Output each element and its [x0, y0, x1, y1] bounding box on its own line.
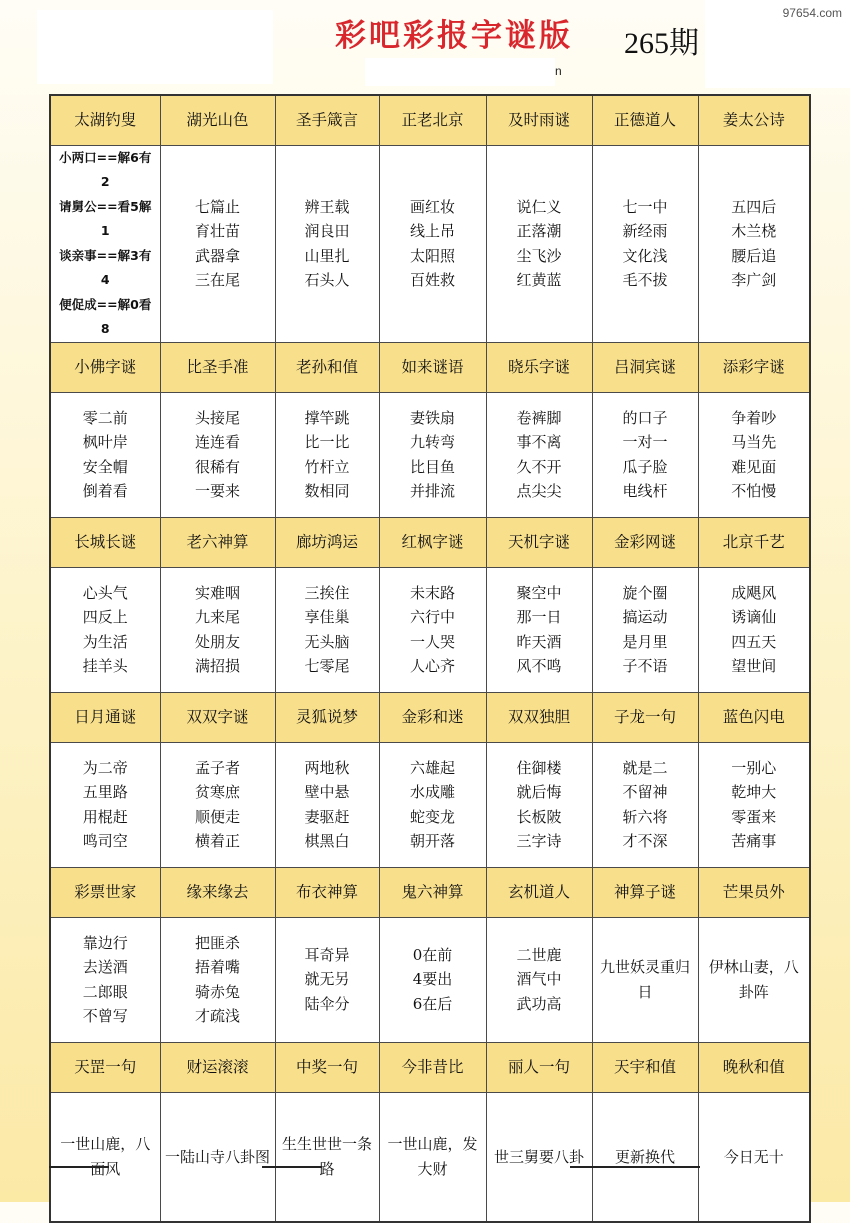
- riddle-line: 七一中: [622, 197, 668, 216]
- riddle-cell: [486, 1092, 592, 1222]
- riddle-line: 人心齐: [409, 657, 455, 675]
- riddle-line: 旋个圈: [622, 583, 668, 602]
- site-watermark: 97654.com: [782, 6, 842, 20]
- riddle-line: 用棍赶: [82, 807, 128, 826]
- riddle-line: 点尖尖: [516, 482, 562, 500]
- riddle-line: 五四后: [731, 197, 777, 216]
- riddle-cell: [160, 917, 275, 1042]
- riddle-cell: [275, 1092, 379, 1222]
- riddle-line: 未末路: [409, 583, 455, 602]
- riddle-line: 聚空中: [516, 583, 562, 602]
- riddle-grid: [49, 94, 811, 1223]
- riddle-line: 尘飞沙: [516, 246, 562, 265]
- riddle-line: 朝开落: [409, 832, 455, 850]
- riddle-line: 红黄蓝: [516, 271, 562, 289]
- source-name-cell: 圣手箴言: [275, 95, 379, 145]
- riddle-line: 一别心: [731, 758, 777, 777]
- riddle-cell: [486, 145, 592, 342]
- source-name-cell: 红枫字谜: [379, 517, 486, 567]
- riddle-cell: [275, 145, 379, 342]
- riddle-line: 毛不拔: [622, 271, 668, 289]
- riddle-cell: [379, 567, 486, 692]
- riddle-line: 才不深: [622, 832, 668, 850]
- riddle-line: 搞运动: [622, 608, 668, 626]
- riddle-cell: [379, 917, 486, 1042]
- source-name-cell: 晚秋和值: [698, 1042, 810, 1092]
- source-name-cell: 及时雨谜: [486, 95, 592, 145]
- riddle-line: 李广剑: [731, 271, 777, 289]
- riddle-line: 横着正: [194, 832, 240, 850]
- issue-number: 265期: [624, 27, 699, 60]
- riddle-line: 长板陂: [516, 807, 562, 826]
- source-name-cell: 双双独胆: [486, 692, 592, 742]
- riddle-line: 武器拿: [194, 246, 240, 265]
- riddle-line: 六行中: [409, 608, 455, 626]
- riddle-line: 很稀有: [194, 457, 240, 476]
- riddle-line: 棋黑白: [304, 832, 350, 850]
- riddle-cell: [592, 392, 698, 517]
- source-name-cell: 双双字谜: [160, 692, 275, 742]
- riddle-cell: [486, 742, 592, 867]
- riddle-line: 陆伞分: [304, 994, 350, 1013]
- riddle-line: 竹杆立: [304, 457, 350, 476]
- riddle-line: 望世间: [731, 657, 777, 675]
- bottom-line-left: [49, 1166, 109, 1182]
- riddle-cell: [698, 145, 810, 342]
- riddle-line: 苦痛事: [731, 832, 777, 850]
- riddle-line: 诱谪仙: [731, 608, 777, 626]
- source-name-cell: 廊坊鸿运: [275, 517, 379, 567]
- source-name-cell: 金彩网谜: [592, 517, 698, 567]
- source-name-cell: 晓乐字谜: [486, 342, 592, 392]
- source-name-cell: 玄机道人: [486, 867, 592, 917]
- riddle-cell: [486, 392, 592, 517]
- riddle-line: 卷裤脚: [516, 408, 562, 427]
- source-name-cell: 神算子谜: [592, 867, 698, 917]
- riddle-line: 挂羊头: [82, 657, 128, 675]
- riddle-line: 就无另: [304, 970, 350, 989]
- riddle-row: [50, 392, 810, 517]
- bottom-line-right: [570, 1166, 700, 1182]
- riddle-line: 风不鸣: [516, 657, 562, 675]
- source-name-cell: 姜太公诗: [698, 95, 810, 145]
- source-name-cell: 正德道人: [592, 95, 698, 145]
- riddle-line: 生生世世一条路: [281, 1135, 372, 1178]
- riddle-line: 骑赤兔: [194, 982, 240, 1001]
- source-name-cell: 子龙一句: [592, 692, 698, 742]
- riddle-line: 无头脑: [304, 632, 350, 651]
- riddle-line: 六雄起: [409, 758, 455, 777]
- riddle-cell: [50, 567, 160, 692]
- source-name-cell: 老孙和值: [275, 342, 379, 392]
- source-name-cell: 财运滚滚: [160, 1042, 275, 1092]
- riddle-line: 二郎眼: [82, 982, 128, 1001]
- section-header-row: [50, 867, 810, 917]
- source-name-cell: 长城长谜: [50, 517, 160, 567]
- riddle-line: 捂着嘴: [194, 958, 240, 976]
- riddle-line: 一陆山寺八卦图: [164, 1147, 270, 1166]
- riddle-line: 争着吵: [731, 408, 777, 427]
- white-paste-box-center: [365, 58, 555, 86]
- riddle-cell: [379, 1092, 486, 1222]
- riddle-line: 住御楼: [516, 758, 562, 777]
- riddle-cell: [379, 742, 486, 867]
- source-name-cell: 北京千艺: [698, 517, 810, 567]
- riddle-line: 水成雕: [409, 783, 455, 801]
- riddle-line: 辨王载: [304, 197, 350, 216]
- riddle-cell: [379, 145, 486, 342]
- riddle-line: 事不离: [516, 433, 562, 451]
- riddle-line: 一对一: [622, 433, 668, 451]
- riddle-cell: [698, 567, 810, 692]
- section-header-row: [50, 692, 810, 742]
- riddle-cell: [698, 392, 810, 517]
- source-name-cell: 日月通谜: [50, 692, 160, 742]
- riddle-line: 一要来: [194, 482, 240, 500]
- riddle-line: 零二前: [82, 408, 128, 427]
- riddle-line: 享佳巢: [304, 608, 350, 626]
- source-name-cell: 湖光山色: [160, 95, 275, 145]
- header-fragment: n: [555, 64, 562, 78]
- riddle-line: 伊林山妻，八卦阵: [708, 958, 799, 1001]
- riddle-line: 妻驱赶: [304, 807, 350, 826]
- riddle-cell: [160, 392, 275, 517]
- riddle-line: 三挨住: [304, 583, 350, 602]
- riddle-line: 三字诗: [516, 832, 562, 850]
- riddle-row: [50, 145, 810, 342]
- riddle-line: 把匪杀: [194, 933, 240, 952]
- riddle-line: 耳奇异: [304, 945, 350, 964]
- riddle-line: 正落潮: [516, 222, 562, 240]
- riddle-line: 顺便走: [194, 807, 240, 826]
- riddle-cell: [486, 917, 592, 1042]
- source-name-cell: 中奖一句: [275, 1042, 379, 1092]
- riddle-line: 四五天: [731, 632, 777, 651]
- riddle-line: 七零尾: [304, 657, 350, 675]
- riddle-line: 一人哭: [409, 632, 455, 651]
- riddle-line: 不留神: [622, 783, 668, 801]
- riddle-line: 不怕慢: [731, 482, 777, 500]
- riddle-line: 五里路: [82, 783, 128, 801]
- source-name-cell: 天机字谜: [486, 517, 592, 567]
- riddle-line: 太阳照: [409, 246, 455, 265]
- riddle-cell: [50, 392, 160, 517]
- source-name-cell: 今非昔比: [379, 1042, 486, 1092]
- riddle-line: 世三舅要八卦: [493, 1147, 584, 1166]
- riddle-line: 难见面: [731, 457, 777, 476]
- source-name-cell: 天宇和值: [592, 1042, 698, 1092]
- riddle-row: [50, 917, 810, 1042]
- source-name-cell: 正老北京: [379, 95, 486, 145]
- riddle-cell: [160, 567, 275, 692]
- riddle-cell: [592, 1092, 698, 1222]
- riddle-line: 才疏浅: [194, 1007, 240, 1025]
- riddle-line: 石头人: [304, 271, 350, 289]
- riddle-line: 靠边行: [82, 933, 128, 952]
- riddle-cell: [160, 1092, 275, 1222]
- riddle-line: 贫寒庶: [194, 783, 240, 801]
- riddle-cell: [698, 917, 810, 1042]
- riddle-line: 壁中悬: [304, 783, 350, 801]
- riddle-line: 四反上: [82, 608, 128, 626]
- riddle-line: 腰后追: [731, 246, 777, 265]
- riddle-line: 文化浅: [622, 246, 668, 265]
- riddle-line: 便促成==解0看8: [59, 296, 152, 336]
- riddle-line: 乾坤大: [731, 783, 777, 801]
- riddle-line: 请舅公==看5解1: [59, 198, 152, 238]
- riddle-line: 是月里: [622, 632, 668, 651]
- riddle-line: 枫叶岸: [82, 433, 128, 451]
- riddle-line: 去送酒: [82, 958, 128, 976]
- riddle-cell: [592, 145, 698, 342]
- riddle-row: [50, 742, 810, 867]
- riddle-line: 并排流: [409, 482, 455, 500]
- riddle-line: 画红妆: [409, 197, 455, 216]
- riddle-line: 三在尾: [194, 271, 240, 289]
- riddle-line: 处朋友: [194, 632, 240, 651]
- riddle-line: 数相同: [304, 482, 350, 500]
- riddle-line: 山里扎: [304, 246, 350, 265]
- riddle-line: 今日无十: [723, 1147, 784, 1166]
- riddle-cell: [379, 392, 486, 517]
- source-name-cell: 蓝色闪电: [698, 692, 810, 742]
- riddle-line: 九来尾: [194, 608, 240, 626]
- riddle-line: 昨天酒: [516, 632, 562, 651]
- riddle-cell: [592, 742, 698, 867]
- source-name-cell: 添彩字谜: [698, 342, 810, 392]
- riddle-line: 小两口==解6有2: [59, 149, 152, 189]
- riddle-line: 谈亲事==解3有4: [59, 247, 152, 287]
- riddle-line: 百姓救: [409, 271, 455, 289]
- riddle-cell: [698, 1092, 810, 1222]
- riddle-line: 武功高: [516, 994, 562, 1013]
- riddle-cell: [275, 567, 379, 692]
- section-header-row: [50, 95, 810, 145]
- riddle-line: 6在后: [412, 994, 453, 1013]
- source-name-cell: 缘来缘去: [160, 867, 275, 917]
- source-name-cell: 彩票世家: [50, 867, 160, 917]
- section-header-row: [50, 1042, 810, 1092]
- riddle-cell: [592, 567, 698, 692]
- riddle-line: 心头气: [82, 583, 128, 602]
- riddle-line: 不曾写: [82, 1007, 128, 1025]
- riddle-line: 为二帝: [82, 758, 128, 777]
- source-name-cell: 金彩和迷: [379, 692, 486, 742]
- source-name-cell: 鬼六神算: [379, 867, 486, 917]
- riddle-line: 比一比: [304, 433, 350, 451]
- riddle-line: 电线杆: [622, 482, 668, 500]
- source-name-cell: 灵狐说梦: [275, 692, 379, 742]
- riddle-line: 安全帽: [82, 457, 128, 476]
- riddle-line: 一世山鹿，发大财: [387, 1135, 478, 1178]
- riddle-cell: [160, 145, 275, 342]
- riddle-line: 久不开: [516, 457, 562, 476]
- riddle-line: 满招损: [194, 657, 240, 675]
- riddle-line: 子不语: [622, 657, 668, 675]
- riddle-line: 线上吊: [409, 222, 455, 240]
- riddle-line: 4要出: [412, 970, 453, 989]
- page-title: 彩吧彩报字谜版: [335, 18, 573, 54]
- riddle-line: 妻铁扇: [409, 408, 455, 427]
- riddle-line: 零蛋来: [731, 807, 777, 826]
- riddle-line: 瓜子脸: [622, 457, 668, 476]
- source-name-cell: 比圣手准: [160, 342, 275, 392]
- riddle-cell: [275, 917, 379, 1042]
- riddle-line: 九转弯: [409, 433, 455, 451]
- riddle-row: [50, 1092, 810, 1222]
- riddle-line: 更新换代: [614, 1147, 675, 1166]
- riddle-row: [50, 567, 810, 692]
- riddle-line: 成飓风: [731, 583, 777, 602]
- riddle-line: 说仁义: [516, 197, 562, 216]
- riddle-line: 九世妖灵重归日: [599, 958, 690, 1001]
- riddle-line: 孟子者: [194, 758, 240, 777]
- source-name-cell: 太湖钓叟: [50, 95, 160, 145]
- riddle-line: 马当先: [731, 433, 777, 451]
- riddle-cell: [160, 742, 275, 867]
- section-header-row: [50, 342, 810, 392]
- riddle-cell: [50, 742, 160, 867]
- riddle-line: 头接尾: [194, 408, 240, 427]
- source-name-cell: 丽人一句: [486, 1042, 592, 1092]
- source-name-cell: 如来谜语: [379, 342, 486, 392]
- riddle-cell: [50, 145, 160, 342]
- riddle-line: 润良田: [304, 222, 350, 240]
- riddle-line: 育壮苗: [194, 222, 240, 240]
- riddle-line: 鸣司空: [82, 832, 128, 850]
- riddle-line: 实难咽: [194, 583, 240, 602]
- riddle-line: 比目鱼: [409, 457, 455, 476]
- riddle-line: 蛇变龙: [409, 807, 455, 826]
- riddle-cell: [592, 917, 698, 1042]
- source-name-cell: 老六神算: [160, 517, 275, 567]
- bottom-line-mid: [262, 1166, 322, 1182]
- riddle-line: 二世鹿: [516, 945, 562, 964]
- source-name-cell: 天罡一句: [50, 1042, 160, 1092]
- riddle-cell: [275, 392, 379, 517]
- riddle-cell: [275, 742, 379, 867]
- white-paste-box-left: [37, 10, 273, 84]
- riddle-line: 新经雨: [622, 222, 668, 240]
- riddle-line: 一世山鹿，八面风: [60, 1135, 151, 1178]
- riddle-cell: [50, 917, 160, 1042]
- riddle-line: 的口子: [622, 408, 668, 427]
- source-name-cell: 布衣神算: [275, 867, 379, 917]
- riddle-line: 就后悔: [516, 783, 562, 801]
- riddle-line: 七篇止: [194, 197, 240, 216]
- riddle-line: 酒气中: [516, 970, 562, 989]
- source-name-cell: 吕洞宾谜: [592, 342, 698, 392]
- riddle-cell: [486, 567, 592, 692]
- riddle-line: 那一日: [516, 608, 562, 626]
- riddle-cell: [50, 1092, 160, 1222]
- riddle-line: 0在前: [412, 945, 453, 964]
- riddle-line: 倒着看: [82, 482, 128, 500]
- riddle-line: 连连看: [194, 433, 240, 451]
- riddle-line: 两地秋: [304, 758, 350, 777]
- source-name-cell: 芒果员外: [698, 867, 810, 917]
- riddle-line: 为生活: [82, 632, 128, 651]
- riddle-line: 撑竿跳: [304, 408, 350, 427]
- source-name-cell: 小佛字谜: [50, 342, 160, 392]
- riddle-line: 就是二: [622, 758, 668, 777]
- section-header-row: [50, 517, 810, 567]
- riddle-line: 斩六将: [622, 807, 668, 826]
- riddle-cell: [698, 742, 810, 867]
- riddle-line: 木兰桡: [731, 222, 777, 240]
